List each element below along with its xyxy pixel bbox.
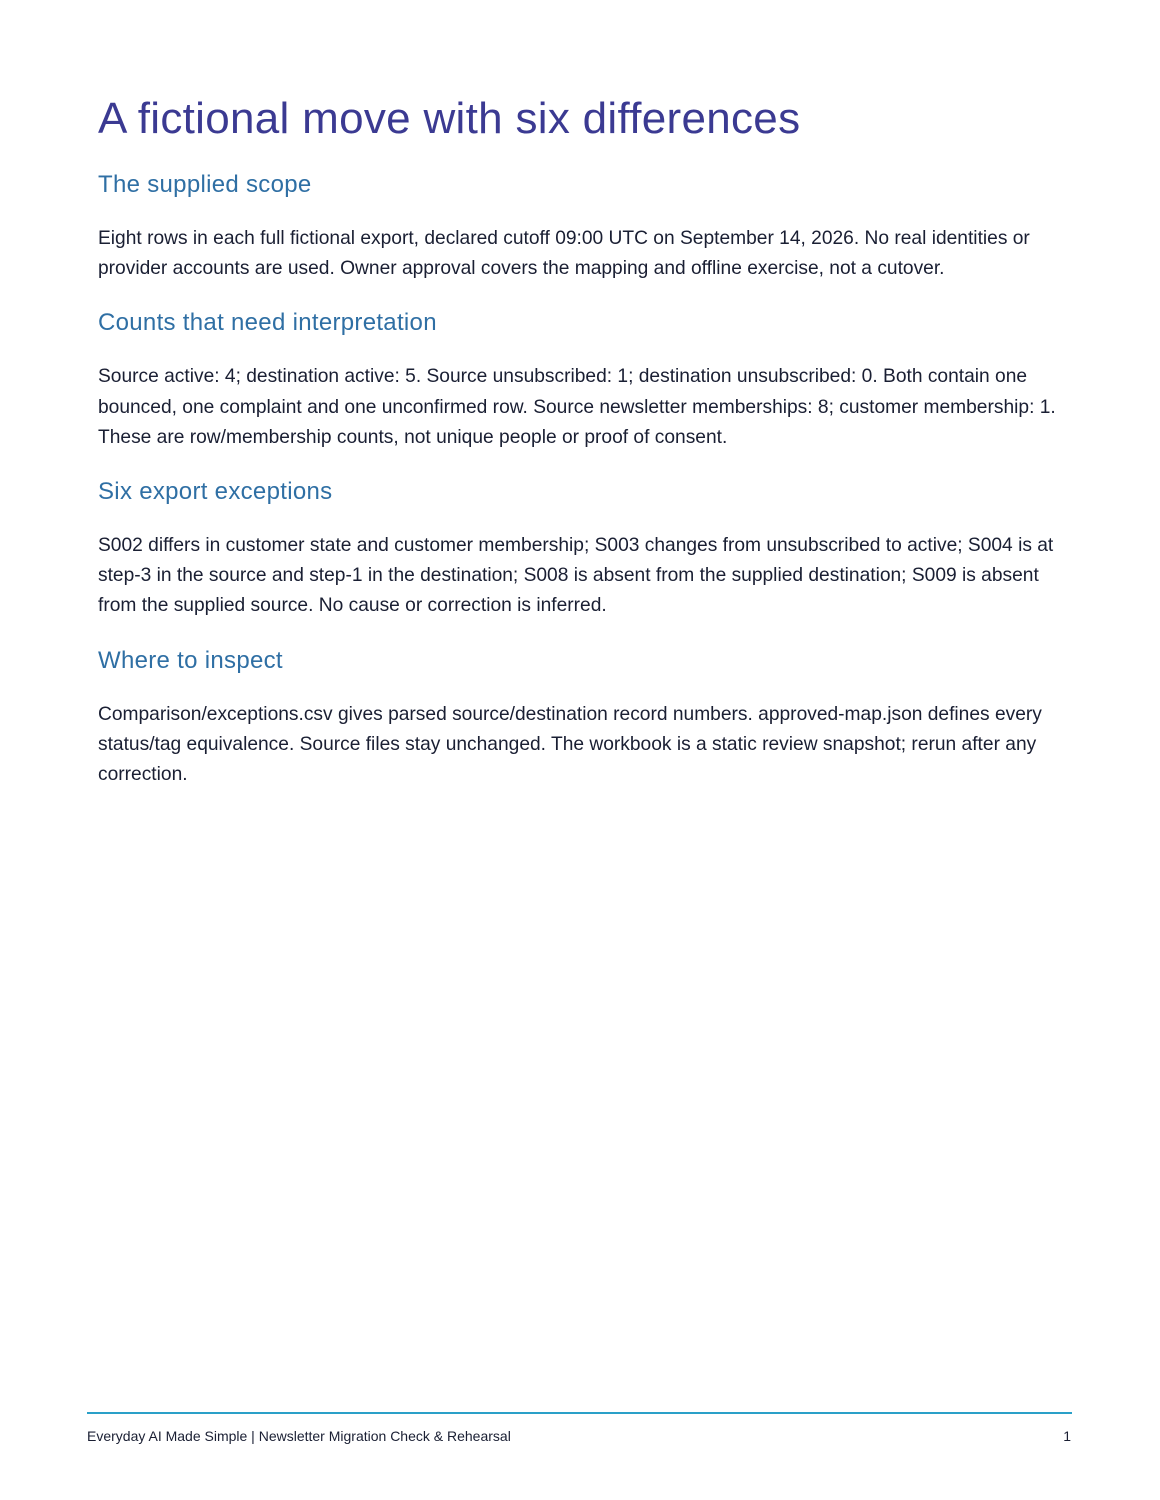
section-export-exceptions (98, 477, 1073, 622)
section-paragraph: S002 differs in customer state and customer membership; S003 changes from unsubscribed to active; S004 is at step-3 in the source and step-1 in the destination; S008 is absent from the supplied destination; S009 is absent from the supplied source. No cause or correction is inferred. (98, 535, 1054, 617)
section-counts (98, 308, 1073, 453)
section-paragraph: Source active: 4; destination active: 5. Source unsubscribed: 1; destination unsubscribed: 0. Both contain one bounced, one complaint and one unconfirmed row. Source newsletter memberships: 8; customer membership: 1. These are row/membership counts, not unique people or proof of consent. (98, 366, 1056, 448)
page-number: 1 (1063, 1428, 1071, 1444)
section-paragraph: Eight rows in each full fictional export, declared cutoff 09:00 UTC on September 14, 2026. No real identities or provider accounts are used. Owner approval covers the mapping and offline exercise, not a cutover. (98, 228, 1030, 280)
section-paragraph: Comparison/exceptions.csv gives parsed source/destination record numbers. approved-map.json defines every status/tag equivalence. Source files stay unchanged. The workbook is a static review snapshot; rerun after any correction. (98, 703, 1042, 786)
section-heading: Where to inspect (98, 646, 283, 674)
section-supplied-scope (98, 170, 1073, 284)
section-where-to-inspect (98, 646, 1073, 791)
footer-text: Everyday AI Made Simple | Newsletter Migration Check & Rehearsal (87, 1428, 511, 1444)
page-title: A fictional move with six differences (98, 94, 801, 143)
section-heading: Six export exceptions (98, 478, 333, 506)
page-footer (87, 1412, 1072, 1444)
section-heading: The supplied scope (98, 171, 312, 198)
page-content (98, 92, 1073, 790)
section-heading: Counts that need interpretation (98, 309, 437, 337)
